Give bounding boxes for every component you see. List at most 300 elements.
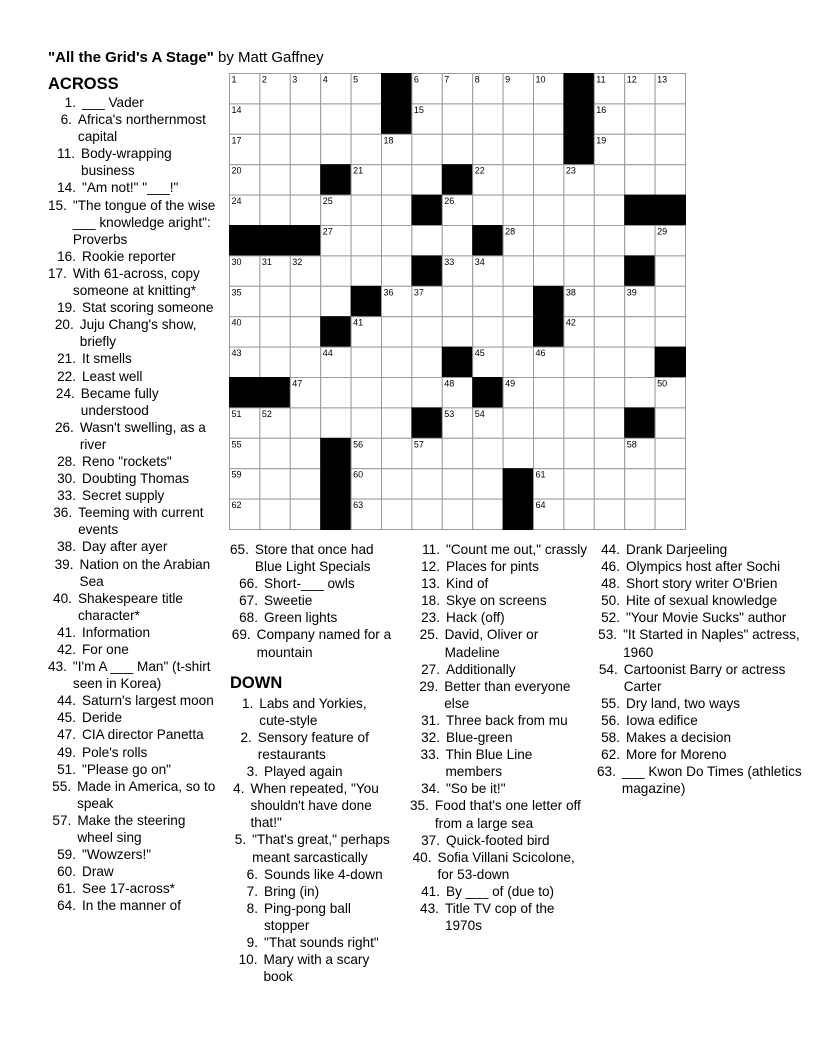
cell-number: 64 bbox=[535, 500, 546, 511]
grid-cell[interactable] bbox=[290, 195, 320, 225]
grid-cell[interactable] bbox=[412, 469, 442, 499]
clue-text: "Count me out," crassly bbox=[446, 542, 588, 557]
grid-cell[interactable] bbox=[260, 438, 290, 468]
clue-item bbox=[48, 470, 224, 487]
grid-cell[interactable] bbox=[260, 286, 290, 316]
clue-text: "Am not!" "___!" bbox=[82, 180, 179, 196]
clue-column-3 bbox=[410, 541, 590, 934]
clue-number: 57. bbox=[52, 812, 72, 828]
grid-cell[interactable] bbox=[290, 104, 320, 134]
grid-cell[interactable] bbox=[290, 499, 320, 529]
grid-cell[interactable] bbox=[594, 347, 624, 377]
grid-cell[interactable] bbox=[503, 408, 533, 438]
clue-text: Mary with a scary book bbox=[263, 952, 370, 985]
grid-cell[interactable] bbox=[534, 195, 564, 225]
grid-cell[interactable] bbox=[260, 195, 290, 225]
grid-cell[interactable] bbox=[594, 226, 624, 256]
clue-item bbox=[410, 661, 590, 678]
grid-cell[interactable] bbox=[534, 378, 564, 408]
grid-cell[interactable] bbox=[442, 438, 472, 468]
clue-number: 25. bbox=[419, 627, 439, 643]
cell-number: 50 bbox=[657, 378, 668, 389]
grid-cell[interactable] bbox=[655, 499, 685, 529]
block-cell bbox=[382, 104, 412, 134]
grid-cell[interactable] bbox=[260, 499, 290, 529]
grid-cell[interactable] bbox=[382, 195, 412, 225]
clue-item bbox=[48, 385, 224, 419]
grid-cell[interactable] bbox=[594, 499, 624, 529]
block-cell bbox=[564, 74, 594, 104]
block-cell bbox=[321, 469, 351, 499]
clue-item bbox=[597, 746, 807, 763]
clue-number: 56. bbox=[601, 712, 620, 728]
clue-text: See 17-across* bbox=[82, 881, 175, 897]
clue-number: 69. bbox=[231, 627, 251, 643]
grid-cell[interactable] bbox=[564, 226, 594, 256]
clue-item bbox=[48, 897, 224, 914]
grid-cell[interactable] bbox=[534, 134, 564, 164]
cell-number: 20 bbox=[231, 165, 242, 176]
clue-number: 22. bbox=[57, 368, 76, 384]
clue-number: 43. bbox=[420, 900, 439, 916]
grid-cell[interactable] bbox=[442, 469, 472, 499]
clue-number: 38. bbox=[57, 539, 76, 555]
grid-cell[interactable] bbox=[442, 226, 472, 256]
cell-number: 51 bbox=[231, 408, 242, 419]
clue-number: 19. bbox=[57, 300, 76, 316]
cell-number: 62 bbox=[231, 500, 242, 511]
clue-number: 55. bbox=[601, 695, 620, 711]
clue-item bbox=[48, 179, 224, 196]
grid-cell[interactable] bbox=[382, 347, 412, 377]
grid-cell[interactable] bbox=[503, 438, 533, 468]
clue-number: 9. bbox=[246, 934, 258, 950]
clue-number: 43. bbox=[48, 659, 67, 675]
grid-cell[interactable] bbox=[412, 165, 442, 195]
clue-number: 67. bbox=[239, 593, 258, 609]
grid-cell[interactable] bbox=[351, 104, 381, 134]
grid-cell[interactable] bbox=[594, 165, 624, 195]
clue-number: 37. bbox=[421, 832, 440, 848]
cell-number: 37 bbox=[413, 287, 424, 298]
grid-cell[interactable] bbox=[321, 104, 351, 134]
clue-item bbox=[48, 368, 224, 385]
cell-number: 34 bbox=[474, 256, 485, 267]
grid-cell[interactable] bbox=[412, 134, 442, 164]
clue-text: Sensory feature of restaurants bbox=[257, 729, 369, 762]
clue-text: For one bbox=[82, 642, 129, 657]
clue-text: Sweetie bbox=[264, 593, 313, 609]
clue-text: Short-___ owls bbox=[264, 576, 355, 592]
grid-cell[interactable] bbox=[625, 378, 655, 408]
clue-number: 66. bbox=[239, 576, 258, 592]
grid-cell[interactable] bbox=[473, 438, 503, 468]
grid-cell[interactable] bbox=[594, 256, 624, 286]
grid-cell[interactable] bbox=[290, 134, 320, 164]
grid-cell[interactable] bbox=[290, 317, 320, 347]
clue-text: Nation on the Arabian Sea bbox=[79, 556, 211, 589]
clue-text: With 61-across, copy someone at knitting* bbox=[72, 265, 200, 299]
crossword-grid bbox=[229, 73, 687, 531]
cell-number: 23 bbox=[565, 165, 576, 176]
block-cell bbox=[412, 195, 442, 225]
clue-text: Shakespeare title character* bbox=[77, 590, 183, 623]
cell-number: 22 bbox=[474, 165, 485, 176]
clue-item bbox=[48, 658, 224, 692]
grid-cell[interactable] bbox=[503, 165, 533, 195]
grid-cell[interactable] bbox=[473, 134, 503, 164]
grid-cell[interactable] bbox=[382, 378, 412, 408]
clue-text: ___ Kwon Do Times (athletics magazine) bbox=[621, 764, 802, 797]
grid-cell[interactable] bbox=[412, 378, 442, 408]
grid-cell[interactable] bbox=[260, 165, 290, 195]
clue-text: Green lights bbox=[264, 610, 338, 626]
grid-cell[interactable] bbox=[594, 286, 624, 316]
grid-cell[interactable] bbox=[412, 317, 442, 347]
grid-cell[interactable] bbox=[503, 347, 533, 377]
grid-cell[interactable] bbox=[321, 256, 351, 286]
clue-column-2 bbox=[230, 541, 400, 985]
grid-cell[interactable] bbox=[412, 499, 442, 529]
clue-item bbox=[48, 778, 224, 812]
grid-cell[interactable] bbox=[442, 286, 472, 316]
block-cell bbox=[625, 408, 655, 438]
clue-number: 65. bbox=[230, 542, 249, 557]
grid-cell[interactable] bbox=[625, 347, 655, 377]
clue-number: 17. bbox=[48, 265, 67, 281]
clue-text: Bring (in) bbox=[264, 883, 320, 899]
cell-number: 42 bbox=[565, 317, 576, 328]
cell-number: 27 bbox=[322, 226, 333, 237]
grid-cell[interactable] bbox=[564, 408, 594, 438]
grid-cell[interactable] bbox=[473, 195, 503, 225]
clue-column-4 bbox=[597, 541, 807, 797]
cell-number: 53 bbox=[444, 408, 455, 419]
cell-number: 1 bbox=[231, 74, 237, 85]
clue-item bbox=[48, 538, 224, 555]
grid-cell[interactable] bbox=[503, 195, 533, 225]
grid-cell[interactable] bbox=[382, 469, 412, 499]
block-cell bbox=[564, 134, 594, 164]
grid-cell[interactable] bbox=[503, 256, 533, 286]
grid-cell[interactable] bbox=[321, 134, 351, 164]
clue-text: Kind of bbox=[446, 576, 489, 592]
clue-text: Played again bbox=[264, 764, 343, 780]
clue-item bbox=[230, 831, 400, 865]
cell-number: 43 bbox=[231, 348, 242, 359]
grid-cell[interactable] bbox=[625, 165, 655, 195]
grid-cell[interactable] bbox=[260, 317, 290, 347]
clue-text: When repeated, "You shouldn't have done that!" bbox=[250, 781, 379, 831]
grid-cell[interactable] bbox=[655, 317, 685, 347]
clue-text: Places for pints bbox=[446, 559, 539, 575]
clue-number: 64. bbox=[57, 898, 76, 914]
grid-cell[interactable] bbox=[625, 317, 655, 347]
grid-cell[interactable] bbox=[564, 378, 594, 408]
grid-cell[interactable] bbox=[655, 469, 685, 499]
clue-item bbox=[410, 575, 590, 592]
clue-item bbox=[48, 761, 224, 778]
clue-item bbox=[410, 883, 590, 900]
grid-cell[interactable] bbox=[290, 469, 320, 499]
puzzle-byline: by Matt Gaffney bbox=[213, 49, 324, 66]
grid-cell[interactable] bbox=[290, 165, 320, 195]
grid-cell[interactable] bbox=[382, 317, 412, 347]
clue-text: Skye on screens bbox=[446, 593, 547, 609]
clue-number: 47. bbox=[57, 727, 76, 743]
grid-cell[interactable] bbox=[503, 317, 533, 347]
grid-cell[interactable] bbox=[534, 226, 564, 256]
clue-text: "The tongue of the wise ___ knowledge aright": Proverbs bbox=[72, 197, 216, 247]
grid-cell[interactable] bbox=[412, 347, 442, 377]
down-heading: DOWN bbox=[230, 673, 283, 692]
grid-cell[interactable] bbox=[442, 317, 472, 347]
clue-item bbox=[230, 541, 400, 575]
clue-number: 2. bbox=[240, 729, 252, 745]
grid-cell[interactable] bbox=[290, 347, 320, 377]
grid-cell[interactable] bbox=[260, 469, 290, 499]
grid-cell[interactable] bbox=[382, 438, 412, 468]
cell-number: 13 bbox=[657, 74, 668, 85]
grid-cell[interactable] bbox=[655, 256, 685, 286]
clue-number: 6. bbox=[60, 112, 72, 128]
clue-number: 28. bbox=[57, 453, 76, 469]
clue-item bbox=[48, 812, 224, 846]
grid-cell[interactable] bbox=[382, 226, 412, 256]
clue-number: 68. bbox=[239, 610, 258, 626]
clue-item bbox=[48, 299, 224, 316]
clue-text: Draw bbox=[82, 864, 114, 880]
grid-cell[interactable] bbox=[564, 347, 594, 377]
grid-cell[interactable] bbox=[625, 469, 655, 499]
grid-cell[interactable] bbox=[534, 438, 564, 468]
clue-text: "I'm A ___ Man" (t-shirt seen in Korea) bbox=[72, 659, 211, 692]
clue-number: 41. bbox=[421, 883, 440, 899]
grid-cell[interactable] bbox=[564, 469, 594, 499]
grid-cell[interactable] bbox=[594, 438, 624, 468]
clue-item bbox=[230, 883, 400, 900]
grid-cell[interactable] bbox=[260, 134, 290, 164]
clue-item bbox=[48, 590, 224, 624]
cell-number: 35 bbox=[231, 287, 242, 298]
clue-text: Hack (off) bbox=[446, 610, 505, 626]
grid-cell[interactable] bbox=[534, 256, 564, 286]
cell-number: 63 bbox=[353, 500, 364, 511]
clue-item bbox=[410, 832, 590, 849]
grid-cell[interactable] bbox=[625, 134, 655, 164]
grid-cell[interactable] bbox=[382, 408, 412, 438]
grid-cell[interactable] bbox=[351, 408, 381, 438]
clue-text: More for Moreno bbox=[626, 747, 727, 763]
cell-number: 3 bbox=[292, 74, 298, 85]
cell-number: 9 bbox=[505, 74, 511, 85]
clue-text: CIA director Panetta bbox=[82, 727, 204, 743]
clue-number: 31. bbox=[421, 712, 440, 728]
grid-cell[interactable] bbox=[503, 134, 533, 164]
clue-item bbox=[410, 592, 590, 609]
grid-cell[interactable] bbox=[564, 256, 594, 286]
clue-text: Information bbox=[82, 624, 151, 640]
clue-text: Quick-footed bird bbox=[446, 832, 550, 848]
clue-text: Blue-green bbox=[446, 730, 513, 746]
grid-cell[interactable] bbox=[594, 469, 624, 499]
clue-item bbox=[48, 265, 224, 299]
block-cell bbox=[412, 256, 442, 286]
grid-cell[interactable] bbox=[290, 286, 320, 316]
clue-number: 61. bbox=[57, 881, 76, 897]
grid-cell[interactable] bbox=[260, 104, 290, 134]
grid-cell[interactable] bbox=[473, 469, 503, 499]
cell-number: 56 bbox=[353, 439, 364, 450]
clue-number: 4. bbox=[233, 781, 245, 797]
grid-cell[interactable] bbox=[473, 286, 503, 316]
grid-cell[interactable] bbox=[321, 286, 351, 316]
clue-number: 60. bbox=[57, 864, 76, 880]
clue-text: In the manner of bbox=[82, 898, 181, 914]
cell-number: 60 bbox=[353, 469, 364, 480]
grid-cell[interactable] bbox=[382, 499, 412, 529]
grid-cell[interactable] bbox=[655, 408, 685, 438]
grid-cell[interactable] bbox=[655, 438, 685, 468]
grid-cell[interactable] bbox=[594, 408, 624, 438]
grid-cell[interactable] bbox=[625, 499, 655, 529]
clue-item bbox=[48, 145, 224, 179]
clue-text: Stat scoring someone bbox=[82, 300, 214, 316]
clue-text: Body-wrapping business bbox=[81, 146, 172, 179]
clue-text: Pole's rolls bbox=[82, 744, 148, 760]
grid-cell[interactable] bbox=[351, 256, 381, 286]
clue-number: 12. bbox=[421, 559, 440, 575]
grid-cell[interactable] bbox=[382, 165, 412, 195]
cell-number: 10 bbox=[535, 74, 546, 85]
clue-item bbox=[48, 726, 224, 743]
grid-cell[interactable] bbox=[564, 499, 594, 529]
grid-cell[interactable] bbox=[351, 226, 381, 256]
clue-item bbox=[597, 763, 807, 797]
cell-number: 46 bbox=[535, 348, 546, 359]
clue-item bbox=[48, 248, 224, 265]
clue-item bbox=[597, 661, 807, 695]
clue-number: 5. bbox=[234, 832, 247, 848]
clue-number: 11. bbox=[57, 146, 76, 162]
clue-number: 7. bbox=[246, 883, 258, 899]
clue-number: 24. bbox=[55, 385, 75, 401]
grid-cell[interactable] bbox=[382, 256, 412, 286]
block-cell bbox=[412, 408, 442, 438]
grid-cell[interactable] bbox=[442, 134, 472, 164]
grid-cell[interactable] bbox=[625, 104, 655, 134]
clue-column-1 bbox=[48, 74, 224, 915]
block-cell bbox=[321, 499, 351, 529]
grid-cell[interactable] bbox=[534, 408, 564, 438]
cell-number: 49 bbox=[505, 378, 516, 389]
clue-number: 39. bbox=[54, 556, 74, 572]
clue-item bbox=[597, 592, 807, 609]
clue-item bbox=[48, 504, 224, 538]
grid-cell[interactable] bbox=[473, 499, 503, 529]
clue-item bbox=[230, 609, 400, 626]
clue-item bbox=[410, 797, 590, 831]
clue-item bbox=[230, 780, 400, 831]
cell-number: 18 bbox=[383, 135, 394, 146]
clue-number: 1. bbox=[241, 695, 254, 711]
grid-cell[interactable] bbox=[473, 317, 503, 347]
clue-text: By ___ of (due to) bbox=[446, 883, 555, 899]
grid-cell[interactable] bbox=[442, 499, 472, 529]
clue-text: "Wowzers!" bbox=[82, 847, 152, 863]
grid-cell[interactable] bbox=[655, 286, 685, 316]
clue-item bbox=[410, 626, 590, 660]
clue-item bbox=[410, 609, 590, 626]
grid-cell[interactable] bbox=[351, 195, 381, 225]
grid-cell[interactable] bbox=[351, 378, 381, 408]
grid-cell[interactable] bbox=[594, 378, 624, 408]
clue-number: 52. bbox=[601, 610, 620, 626]
cell-number: 7 bbox=[444, 74, 450, 85]
cell-number: 21 bbox=[353, 165, 364, 176]
clue-text: Store that once had Blue Light Specials bbox=[254, 542, 374, 575]
block-cell bbox=[321, 317, 351, 347]
clue-number: 48. bbox=[601, 576, 620, 592]
grid-cell[interactable] bbox=[321, 408, 351, 438]
grid-cell[interactable] bbox=[655, 104, 685, 134]
clue-item bbox=[230, 866, 400, 883]
cell-number: 40 bbox=[231, 317, 242, 328]
grid-cell[interactable] bbox=[290, 438, 320, 468]
grid-cell[interactable] bbox=[534, 165, 564, 195]
clue-text: Food that's one letter off from a large sea bbox=[434, 798, 581, 831]
grid-cell[interactable] bbox=[351, 134, 381, 164]
grid-cell[interactable] bbox=[290, 408, 320, 438]
grid-cell[interactable] bbox=[594, 317, 624, 347]
grid-cell[interactable] bbox=[564, 438, 594, 468]
grid-cell[interactable] bbox=[442, 104, 472, 134]
grid-cell[interactable] bbox=[351, 347, 381, 377]
clue-text: Saturn's largest moon bbox=[82, 693, 214, 709]
grid-cell[interactable] bbox=[321, 378, 351, 408]
clue-text: Iowa edifice bbox=[626, 712, 698, 728]
clue-text: Make the steering wheel sing bbox=[77, 812, 186, 846]
across-clue-list bbox=[48, 94, 224, 915]
clue-item bbox=[410, 678, 590, 712]
clue-number: 18. bbox=[421, 593, 440, 609]
cell-number: 33 bbox=[444, 256, 455, 267]
grid-cell[interactable] bbox=[503, 104, 533, 134]
grid-cell[interactable] bbox=[625, 226, 655, 256]
block-cell bbox=[655, 347, 685, 377]
grid-cell[interactable] bbox=[564, 195, 594, 225]
grid-cell[interactable] bbox=[655, 134, 685, 164]
clue-item bbox=[48, 316, 224, 350]
clue-item bbox=[230, 575, 400, 592]
cell-number: 54 bbox=[474, 408, 485, 419]
grid-cell[interactable] bbox=[655, 165, 685, 195]
cell-number: 61 bbox=[535, 469, 546, 480]
grid-cell[interactable] bbox=[412, 226, 442, 256]
clue-number: 13. bbox=[421, 576, 440, 592]
clue-item bbox=[48, 487, 224, 504]
clue-item bbox=[410, 900, 590, 934]
grid-cell[interactable] bbox=[503, 286, 533, 316]
grid-cell[interactable] bbox=[260, 347, 290, 377]
grid-cell[interactable] bbox=[473, 104, 503, 134]
grid-cell[interactable] bbox=[534, 104, 564, 134]
clue-number: 44. bbox=[57, 693, 76, 709]
clue-item bbox=[48, 744, 224, 761]
cell-number: 29 bbox=[657, 226, 668, 237]
across-clue-list-continued bbox=[230, 541, 400, 661]
grid-cell[interactable] bbox=[594, 195, 624, 225]
